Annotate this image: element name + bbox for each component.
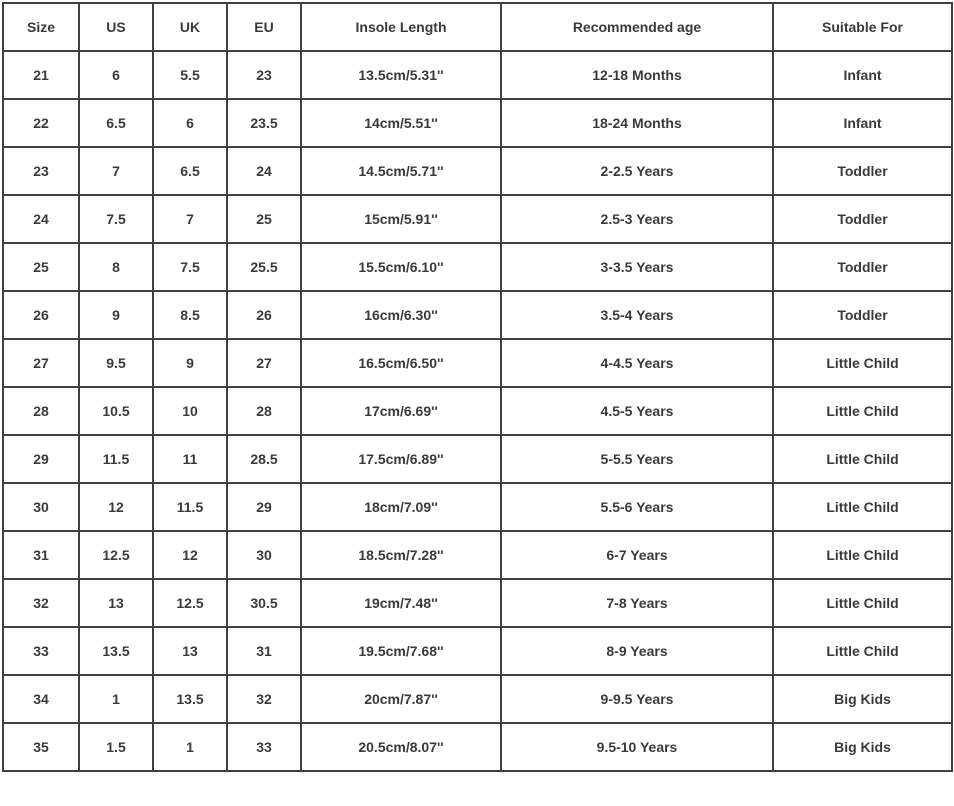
cell-insole-length: 15cm/5.91''	[301, 195, 501, 243]
cell-size: 29	[3, 435, 79, 483]
cell-size: 33	[3, 627, 79, 675]
cell-recommended-age: 18-24 Months	[501, 99, 773, 147]
cell-us: 9.5	[79, 339, 153, 387]
cell-insole-length: 18cm/7.09''	[301, 483, 501, 531]
table-row	[3, 339, 952, 387]
cell-uk: 7	[153, 195, 227, 243]
table-row	[3, 531, 952, 579]
table-row	[3, 579, 952, 627]
cell-us: 8	[79, 243, 153, 291]
table-row	[3, 147, 952, 195]
cell-recommended-age: 2-2.5 Years	[501, 147, 773, 195]
cell-recommended-age: 9.5-10 Years	[501, 723, 773, 771]
cell-us: 13	[79, 579, 153, 627]
header-recommended-age: Recommended age	[501, 3, 773, 51]
cell-recommended-age: 3-3.5 Years	[501, 243, 773, 291]
cell-suitable-for: Toddler	[773, 147, 952, 195]
cell-uk: 8.5	[153, 291, 227, 339]
cell-eu: 24	[227, 147, 301, 195]
cell-suitable-for: Infant	[773, 99, 952, 147]
cell-size: 24	[3, 195, 79, 243]
cell-us: 6	[79, 51, 153, 99]
cell-size: 31	[3, 531, 79, 579]
cell-recommended-age: 7-8 Years	[501, 579, 773, 627]
cell-eu: 28.5	[227, 435, 301, 483]
cell-us: 12.5	[79, 531, 153, 579]
cell-insole-length: 15.5cm/6.10''	[301, 243, 501, 291]
cell-insole-length: 14cm/5.51''	[301, 99, 501, 147]
cell-uk: 13	[153, 627, 227, 675]
cell-insole-length: 16.5cm/6.50''	[301, 339, 501, 387]
cell-recommended-age: 8-9 Years	[501, 627, 773, 675]
cell-eu: 30	[227, 531, 301, 579]
cell-uk: 6	[153, 99, 227, 147]
cell-uk: 11	[153, 435, 227, 483]
cell-uk: 12.5	[153, 579, 227, 627]
table-body	[3, 51, 952, 771]
size-chart-table	[2, 2, 953, 772]
cell-uk: 5.5	[153, 51, 227, 99]
cell-eu: 27	[227, 339, 301, 387]
cell-suitable-for: Little Child	[773, 435, 952, 483]
cell-size: 35	[3, 723, 79, 771]
cell-insole-length: 19.5cm/7.68''	[301, 627, 501, 675]
cell-eu: 29	[227, 483, 301, 531]
cell-insole-length: 20.5cm/8.07''	[301, 723, 501, 771]
cell-us: 7	[79, 147, 153, 195]
cell-us: 7.5	[79, 195, 153, 243]
cell-suitable-for: Toddler	[773, 291, 952, 339]
cell-insole-length: 20cm/7.87''	[301, 675, 501, 723]
cell-insole-length: 19cm/7.48''	[301, 579, 501, 627]
header-row	[3, 3, 952, 51]
table-row	[3, 435, 952, 483]
cell-recommended-age: 5-5.5 Years	[501, 435, 773, 483]
table-row	[3, 483, 952, 531]
cell-eu: 23	[227, 51, 301, 99]
cell-us: 9	[79, 291, 153, 339]
cell-suitable-for: Toddler	[773, 195, 952, 243]
cell-size: 23	[3, 147, 79, 195]
cell-eu: 28	[227, 387, 301, 435]
table-row	[3, 627, 952, 675]
cell-us: 1	[79, 675, 153, 723]
cell-suitable-for: Little Child	[773, 387, 952, 435]
cell-suitable-for: Little Child	[773, 339, 952, 387]
cell-insole-length: 13.5cm/5.31''	[301, 51, 501, 99]
header-uk: UK	[153, 3, 227, 51]
header-us: US	[79, 3, 153, 51]
cell-recommended-age: 2.5-3 Years	[501, 195, 773, 243]
cell-suitable-for: Big Kids	[773, 675, 952, 723]
cell-size: 22	[3, 99, 79, 147]
cell-us: 1.5	[79, 723, 153, 771]
cell-eu: 32	[227, 675, 301, 723]
header-size: Size	[3, 3, 79, 51]
cell-eu: 26	[227, 291, 301, 339]
table-row	[3, 675, 952, 723]
cell-uk: 6.5	[153, 147, 227, 195]
table-row	[3, 243, 952, 291]
cell-size: 21	[3, 51, 79, 99]
cell-recommended-age: 12-18 Months	[501, 51, 773, 99]
cell-eu: 33	[227, 723, 301, 771]
cell-uk: 10	[153, 387, 227, 435]
cell-uk: 12	[153, 531, 227, 579]
cell-eu: 31	[227, 627, 301, 675]
cell-us: 12	[79, 483, 153, 531]
cell-suitable-for: Little Child	[773, 579, 952, 627]
cell-us: 11.5	[79, 435, 153, 483]
cell-suitable-for: Infant	[773, 51, 952, 99]
cell-recommended-age: 3.5-4 Years	[501, 291, 773, 339]
cell-size: 25	[3, 243, 79, 291]
cell-size: 30	[3, 483, 79, 531]
cell-recommended-age: 9-9.5 Years	[501, 675, 773, 723]
cell-insole-length: 16cm/6.30''	[301, 291, 501, 339]
table-row	[3, 195, 952, 243]
cell-insole-length: 17.5cm/6.89''	[301, 435, 501, 483]
cell-size: 27	[3, 339, 79, 387]
cell-size: 26	[3, 291, 79, 339]
cell-insole-length: 18.5cm/7.28''	[301, 531, 501, 579]
cell-recommended-age: 5.5-6 Years	[501, 483, 773, 531]
cell-recommended-age: 4.5-5 Years	[501, 387, 773, 435]
cell-eu: 30.5	[227, 579, 301, 627]
cell-suitable-for: Little Child	[773, 627, 952, 675]
header-insole-length: Insole Length	[301, 3, 501, 51]
cell-recommended-age: 4-4.5 Years	[501, 339, 773, 387]
cell-suitable-for: Toddler	[773, 243, 952, 291]
cell-uk: 13.5	[153, 675, 227, 723]
cell-recommended-age: 6-7 Years	[501, 531, 773, 579]
cell-size: 34	[3, 675, 79, 723]
table-row	[3, 99, 952, 147]
cell-uk: 11.5	[153, 483, 227, 531]
cell-suitable-for: Big Kids	[773, 723, 952, 771]
table-row	[3, 291, 952, 339]
cell-insole-length: 17cm/6.69''	[301, 387, 501, 435]
table-row	[3, 387, 952, 435]
cell-us: 6.5	[79, 99, 153, 147]
cell-eu: 25	[227, 195, 301, 243]
cell-suitable-for: Little Child	[773, 483, 952, 531]
cell-size: 32	[3, 579, 79, 627]
cell-us: 10.5	[79, 387, 153, 435]
cell-uk: 7.5	[153, 243, 227, 291]
cell-uk: 9	[153, 339, 227, 387]
header-suitable-for: Suitable For	[773, 3, 952, 51]
cell-eu: 23.5	[227, 99, 301, 147]
cell-uk: 1	[153, 723, 227, 771]
cell-insole-length: 14.5cm/5.71''	[301, 147, 501, 195]
header-eu: EU	[227, 3, 301, 51]
table-row	[3, 51, 952, 99]
cell-suitable-for: Little Child	[773, 531, 952, 579]
cell-eu: 25.5	[227, 243, 301, 291]
cell-us: 13.5	[79, 627, 153, 675]
table-header	[3, 3, 952, 51]
table-row	[3, 723, 952, 771]
cell-size: 28	[3, 387, 79, 435]
